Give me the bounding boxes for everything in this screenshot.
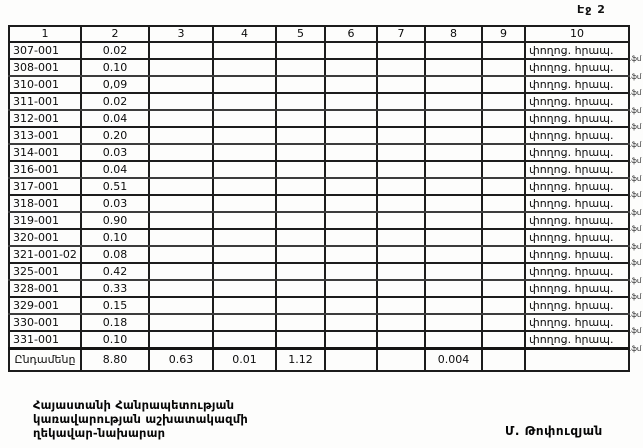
land-use-cell: փողոց. հրապ. [525, 212, 629, 229]
column-header: 3 [149, 26, 213, 42]
area-cell: 0.03 [81, 195, 149, 212]
totals-value-cell: 0.004 [425, 349, 482, 372]
empty-cell [325, 161, 377, 178]
empty-cell [325, 349, 377, 372]
area-cell: 0.03 [81, 144, 149, 161]
area-cell: 0.04 [81, 161, 149, 178]
empty-cell [149, 246, 213, 263]
empty-cell [149, 280, 213, 297]
empty-cell [213, 110, 276, 127]
table-row [9, 263, 629, 280]
margin-note: .ֆմ [629, 293, 642, 301]
empty-cell [482, 76, 525, 93]
margin-note: .ֆմ [629, 345, 642, 353]
signature: Մ. Թոփուզյան [505, 424, 603, 438]
empty-cell [425, 127, 482, 144]
parcel-id-cell: 325-001 [9, 263, 81, 280]
empty-cell [213, 144, 276, 161]
empty-cell [377, 42, 425, 59]
totals-value-cell: 1.12 [276, 349, 325, 372]
land-use-cell: փողոց. հրապ. [525, 246, 629, 263]
empty-cell [213, 331, 276, 349]
empty-cell [377, 349, 425, 372]
empty-cell [276, 178, 325, 195]
empty-cell [276, 195, 325, 212]
empty-cell [276, 93, 325, 110]
parcel-id-cell: 318-001 [9, 195, 81, 212]
empty-cell [325, 59, 377, 76]
area-cell: 0.10 [81, 59, 149, 76]
margin-note: .ֆմ [629, 327, 642, 335]
column-header: 2 [81, 26, 149, 42]
empty-cell [325, 297, 377, 314]
empty-cell [482, 349, 525, 372]
area-cell: 0.10 [81, 229, 149, 246]
empty-cell [425, 331, 482, 349]
margin-notes [629, 51, 643, 357]
empty-cell [149, 195, 213, 212]
table-row [9, 76, 629, 93]
empty-cell [525, 349, 629, 372]
empty-cell [276, 229, 325, 246]
area-cell: 0.33 [81, 280, 149, 297]
area-cell: 0.18 [81, 314, 149, 331]
land-use-cell: փողոց. հրապ. [525, 280, 629, 297]
area-cell: 0.08 [81, 246, 149, 263]
column-header: 4 [213, 26, 276, 42]
empty-cell [377, 59, 425, 76]
empty-cell [325, 280, 377, 297]
column-header: 9 [482, 26, 525, 42]
table-row [9, 127, 629, 144]
land-use-cell: փողոց. հրապ. [525, 331, 629, 349]
empty-cell [482, 297, 525, 314]
empty-cell [213, 297, 276, 314]
table-row [9, 314, 629, 331]
empty-cell [276, 59, 325, 76]
parcel-id-cell: 313-001 [9, 127, 81, 144]
table-row [9, 42, 629, 59]
empty-cell [276, 280, 325, 297]
empty-cell [213, 314, 276, 331]
empty-cell [325, 178, 377, 195]
empty-cell [482, 212, 525, 229]
empty-cell [276, 314, 325, 331]
column-header: 10 [525, 26, 629, 42]
empty-cell [325, 263, 377, 280]
empty-cell [276, 42, 325, 59]
empty-cell [276, 144, 325, 161]
empty-cell [377, 161, 425, 178]
parcel-id-cell: 319-001 [9, 212, 81, 229]
table-row [9, 229, 629, 246]
land-use-cell: փողոց. հրապ. [525, 110, 629, 127]
parcel-id-cell: 310-001 [9, 76, 81, 93]
empty-cell [425, 229, 482, 246]
empty-cell [149, 178, 213, 195]
empty-cell [325, 229, 377, 246]
empty-cell [213, 161, 276, 178]
empty-cell [482, 161, 525, 178]
empty-cell [149, 76, 213, 93]
empty-cell [377, 178, 425, 195]
footer-block [33, 398, 248, 440]
empty-cell [425, 195, 482, 212]
empty-cell [325, 127, 377, 144]
empty-cell [377, 246, 425, 263]
parcel-id-cell: 320-001 [9, 229, 81, 246]
margin-note: .ֆմ [629, 209, 642, 217]
empty-cell [149, 263, 213, 280]
empty-cell [425, 110, 482, 127]
empty-cell [213, 246, 276, 263]
empty-cell [482, 93, 525, 110]
empty-cell [213, 195, 276, 212]
empty-cell [213, 42, 276, 59]
parcel-id-cell: 317-001 [9, 178, 81, 195]
empty-cell [213, 93, 276, 110]
empty-cell [149, 127, 213, 144]
empty-cell [377, 195, 425, 212]
land-use-cell: փողոց. հրապ. [525, 229, 629, 246]
land-use-cell: փողոց. հրապ. [525, 314, 629, 331]
totals-value-cell: 0.01 [213, 349, 276, 372]
table-row [9, 178, 629, 195]
empty-cell [276, 331, 325, 349]
empty-cell [149, 297, 213, 314]
page-number: Էջ 2 [577, 3, 606, 16]
land-use-cell: փողոց. հրապ. [525, 263, 629, 280]
empty-cell [213, 178, 276, 195]
empty-cell [325, 246, 377, 263]
parcel-id-cell: 314-001 [9, 144, 81, 161]
area-cell: 0.04 [81, 110, 149, 127]
land-use-cell: փողոց. հրապ. [525, 144, 629, 161]
empty-cell [482, 195, 525, 212]
land-use-cell: փողոց. հրապ. [525, 161, 629, 178]
margin-note: .ֆմ [629, 141, 642, 149]
area-cell: 0.42 [81, 263, 149, 280]
margin-note: .ֆմ [629, 89, 642, 97]
empty-cell [276, 297, 325, 314]
empty-cell [425, 280, 482, 297]
area-cell: 0.02 [81, 93, 149, 110]
empty-cell [425, 263, 482, 280]
table-row [9, 59, 629, 76]
empty-cell [149, 314, 213, 331]
empty-cell [213, 263, 276, 280]
land-use-cell: փողոց. հրապ. [525, 178, 629, 195]
land-use-cell: փողոց. հրապ. [525, 195, 629, 212]
empty-cell [213, 76, 276, 93]
footer-line-1: Հայաստանի Հանրապետության [33, 398, 235, 412]
empty-cell [377, 229, 425, 246]
parcel-id-cell: 329-001 [9, 297, 81, 314]
empty-cell [276, 161, 325, 178]
empty-cell [213, 59, 276, 76]
margin-note: .ֆմ [629, 157, 642, 165]
margin-note: .ֆմ [629, 55, 642, 63]
area-cell: 0.15 [81, 297, 149, 314]
empty-cell [325, 331, 377, 349]
empty-cell [482, 178, 525, 195]
empty-cell [482, 331, 525, 349]
empty-cell [377, 76, 425, 93]
empty-cell [425, 212, 482, 229]
empty-cell [482, 314, 525, 331]
table-row [9, 280, 629, 297]
empty-cell [325, 314, 377, 331]
empty-cell [482, 280, 525, 297]
parcel-id-cell: 311-001 [9, 93, 81, 110]
empty-cell [482, 144, 525, 161]
empty-cell [325, 212, 377, 229]
empty-cell [149, 212, 213, 229]
table-row [9, 297, 629, 314]
table-body [9, 42, 629, 371]
table-row [9, 195, 629, 212]
empty-cell [425, 314, 482, 331]
empty-cell [425, 178, 482, 195]
empty-cell [276, 212, 325, 229]
land-use-cell: փողոց. հրապ. [525, 59, 629, 76]
margin-note: .ֆմ [629, 243, 642, 251]
margin-note: .ֆմ [629, 191, 642, 199]
empty-cell [377, 110, 425, 127]
table-row [9, 110, 629, 127]
table-row [9, 246, 629, 263]
column-header: 5 [276, 26, 325, 42]
empty-cell [425, 161, 482, 178]
empty-cell [149, 59, 213, 76]
empty-cell [425, 42, 482, 59]
empty-cell [482, 246, 525, 263]
parcel-id-cell: 307-001 [9, 42, 81, 59]
empty-cell [149, 110, 213, 127]
empty-cell [377, 297, 425, 314]
table-row [9, 212, 629, 229]
empty-cell [377, 280, 425, 297]
area-cell: 0.10 [81, 331, 149, 349]
empty-cell [325, 76, 377, 93]
area-cell: 0,09 [81, 76, 149, 93]
footer-line-2: կառավարության աշխատակազմի [33, 412, 248, 426]
empty-cell [325, 110, 377, 127]
empty-cell [425, 246, 482, 263]
column-header: 6 [325, 26, 377, 42]
totals-label-cell: Ընդամենը [9, 349, 81, 372]
empty-cell [213, 212, 276, 229]
empty-cell [425, 297, 482, 314]
empty-cell [482, 127, 525, 144]
footer-line-3: ղեկավար-նախարար [33, 426, 166, 440]
empty-cell [377, 144, 425, 161]
empty-cell [425, 59, 482, 76]
empty-cell [213, 229, 276, 246]
table-row [9, 93, 629, 110]
parcel-id-cell: 312-001 [9, 110, 81, 127]
margin-note: .ֆմ [629, 175, 642, 183]
parcel-id-cell: 328-001 [9, 280, 81, 297]
empty-cell [482, 59, 525, 76]
column-header: 1 [9, 26, 81, 42]
area-cell: 0.51 [81, 178, 149, 195]
empty-cell [325, 42, 377, 59]
empty-cell [276, 127, 325, 144]
parcel-id-cell: 316-001 [9, 161, 81, 178]
land-use-cell: փողոց. հրապ. [525, 76, 629, 93]
totals-row [9, 349, 629, 372]
margin-note: .ֆմ [629, 73, 642, 81]
table-row [9, 331, 629, 349]
empty-cell [377, 212, 425, 229]
column-header: 7 [377, 26, 425, 42]
empty-cell [377, 127, 425, 144]
empty-cell [425, 76, 482, 93]
parcel-id-cell: 331-001 [9, 331, 81, 349]
empty-cell [276, 110, 325, 127]
empty-cell [425, 144, 482, 161]
empty-cell [213, 280, 276, 297]
area-cell: 0.20 [81, 127, 149, 144]
empty-cell [482, 263, 525, 280]
area-cell: 0.02 [81, 42, 149, 59]
margin-note: .ֆմ [629, 311, 642, 319]
empty-cell [482, 42, 525, 59]
empty-cell [149, 93, 213, 110]
empty-cell [325, 144, 377, 161]
land-use-cell: փողոց. հրապ. [525, 127, 629, 144]
land-use-cell: փողոց. հրապ. [525, 93, 629, 110]
table-row [9, 161, 629, 178]
totals-value-cell: 0.63 [149, 349, 213, 372]
empty-cell [149, 331, 213, 349]
margin-note: .ֆմ [629, 225, 642, 233]
parcel-id-cell: 330-001 [9, 314, 81, 331]
column-header: 8 [425, 26, 482, 42]
land-use-cell: փողոց. հրապ. [525, 42, 629, 59]
empty-cell [149, 229, 213, 246]
empty-cell [377, 263, 425, 280]
empty-cell [149, 161, 213, 178]
empty-cell [213, 127, 276, 144]
empty-cell [276, 263, 325, 280]
empty-cell [377, 93, 425, 110]
empty-cell [325, 195, 377, 212]
margin-note: .ֆմ [629, 277, 642, 285]
totals-value-cell: 8.80 [81, 349, 149, 372]
empty-cell [377, 331, 425, 349]
empty-cell [325, 93, 377, 110]
empty-cell [276, 246, 325, 263]
parcel-id-cell: 321-001-02 [9, 246, 81, 263]
table-header-row [9, 26, 629, 42]
empty-cell [482, 229, 525, 246]
empty-cell [149, 42, 213, 59]
empty-cell [482, 110, 525, 127]
table-row [9, 144, 629, 161]
margin-note: .ֆմ [629, 259, 642, 267]
area-cell: 0.90 [81, 212, 149, 229]
parcel-id-cell: 308-001 [9, 59, 81, 76]
empty-cell [377, 314, 425, 331]
empty-cell [425, 93, 482, 110]
empty-cell [149, 144, 213, 161]
parcel-table [8, 25, 630, 372]
empty-cell [276, 76, 325, 93]
margin-note: .ֆմ [629, 123, 642, 131]
margin-note: .ֆմ [629, 107, 642, 115]
land-use-cell: փողոց. հրապ. [525, 297, 629, 314]
